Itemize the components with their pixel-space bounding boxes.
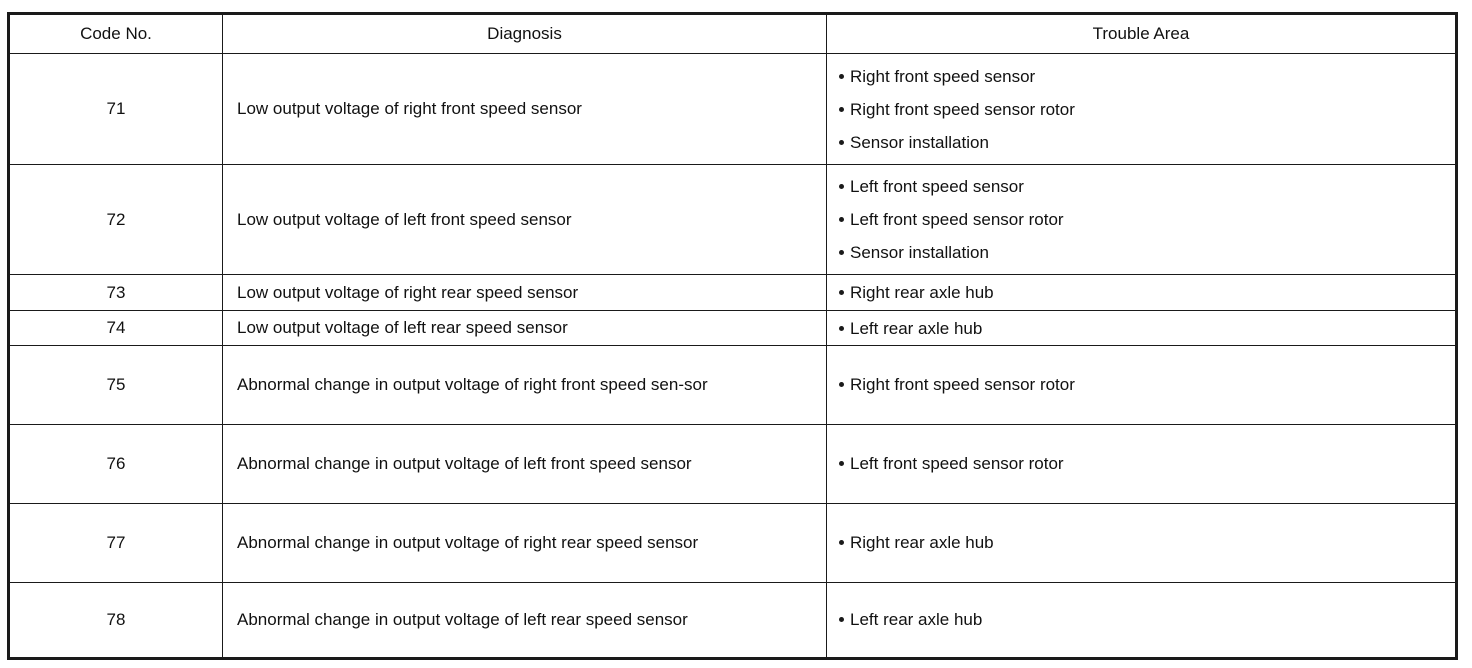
trouble-item [839, 93, 1445, 126]
trouble-item-text: Right rear axle hub [850, 533, 994, 553]
trouble-item [839, 603, 1445, 636]
trouble-area-cell [827, 311, 1456, 345]
trouble-area-cell [827, 582, 1456, 657]
trouble-item [839, 276, 1445, 309]
trouble-item-text: Right rear axle hub [850, 283, 994, 303]
trouble-item [839, 236, 1445, 269]
trouble-item [839, 368, 1445, 401]
code-cell: 77 [10, 503, 223, 582]
trouble-item [839, 312, 1445, 345]
trouble-item [839, 447, 1445, 480]
trouble-item-text: Left rear axle hub [850, 318, 983, 338]
table-row [10, 274, 1456, 310]
bullet-icon [839, 290, 844, 295]
diagnosis-cell: Low output voltage of left front speed sensor [223, 165, 827, 274]
trouble-area-cell [827, 424, 1456, 503]
trouble-item [839, 203, 1445, 236]
bullet-icon [839, 382, 844, 387]
table-row [10, 165, 1456, 274]
trouble-list [839, 312, 1445, 345]
table-row [10, 311, 1456, 345]
code-cell: 74 [10, 311, 223, 345]
trouble-area-cell [827, 54, 1456, 165]
bullet-icon [839, 74, 844, 79]
trouble-item-text: Left rear axle hub [850, 610, 983, 630]
diagnosis-cell: Abnormal change in output voltage of right rear speed sensor [223, 503, 827, 582]
bullet-icon [839, 140, 844, 145]
trouble-item [839, 526, 1445, 559]
diagnosis-cell: Low output voltage of right rear speed sensor [223, 274, 827, 310]
diagnosis-cell: Low output voltage of right front speed sensor [223, 54, 827, 165]
table-row [10, 503, 1456, 582]
trouble-area-cell [827, 165, 1456, 274]
bullet-icon [839, 217, 844, 222]
bullet-icon [839, 107, 844, 112]
header-diagnosis: Diagnosis [223, 15, 827, 54]
trouble-list [839, 276, 1445, 309]
trouble-item-text: Left front speed sensor rotor [850, 454, 1064, 474]
code-cell: 78 [10, 582, 223, 657]
diagnosis-cell: Low output voltage of left rear speed sensor [223, 311, 827, 345]
trouble-area-cell [827, 503, 1456, 582]
bullet-icon [839, 184, 844, 189]
diagnostic-code-table-frame [7, 12, 1458, 660]
trouble-item [839, 60, 1445, 93]
trouble-list [839, 170, 1445, 269]
code-cell: 72 [10, 165, 223, 274]
trouble-item-text: Right front speed sensor rotor [850, 99, 1075, 119]
trouble-area-cell [827, 345, 1456, 424]
trouble-item [839, 170, 1445, 203]
diagnosis-cell: Abnormal change in output voltage of left rear speed sensor [223, 582, 827, 657]
trouble-item-text: Sensor installation [850, 132, 989, 152]
trouble-list [839, 526, 1445, 559]
trouble-item [839, 126, 1445, 159]
table-row [10, 345, 1456, 424]
code-cell: 71 [10, 54, 223, 165]
trouble-item-text: Right front speed sensor rotor [850, 375, 1075, 395]
diagnostic-code-table [9, 14, 1456, 658]
trouble-list [839, 603, 1445, 636]
trouble-area-cell [827, 274, 1456, 310]
trouble-item-text: Left front speed sensor rotor [850, 210, 1064, 230]
bullet-icon [839, 461, 844, 466]
bullet-icon [839, 326, 844, 331]
code-cell: 75 [10, 345, 223, 424]
code-cell: 76 [10, 424, 223, 503]
trouble-item-text: Right front speed sensor [850, 66, 1036, 86]
table-row [10, 582, 1456, 657]
bullet-icon [839, 617, 844, 622]
table-row [10, 424, 1456, 503]
diagnosis-cell: Abnormal change in output voltage of right front speed sen-sor [223, 345, 827, 424]
table-row [10, 54, 1456, 165]
code-cell: 73 [10, 274, 223, 310]
bullet-icon [839, 250, 844, 255]
trouble-list [839, 60, 1445, 159]
trouble-item-text: Sensor installation [850, 243, 989, 263]
bullet-icon [839, 540, 844, 545]
header-trouble-area: Trouble Area [827, 15, 1456, 54]
trouble-list [839, 447, 1445, 480]
table-header-row [10, 15, 1456, 54]
trouble-list [839, 368, 1445, 401]
diagnosis-cell: Abnormal change in output voltage of left front speed sensor [223, 424, 827, 503]
trouble-item-text: Left front speed sensor [850, 177, 1024, 197]
header-code-no: Code No. [10, 15, 223, 54]
